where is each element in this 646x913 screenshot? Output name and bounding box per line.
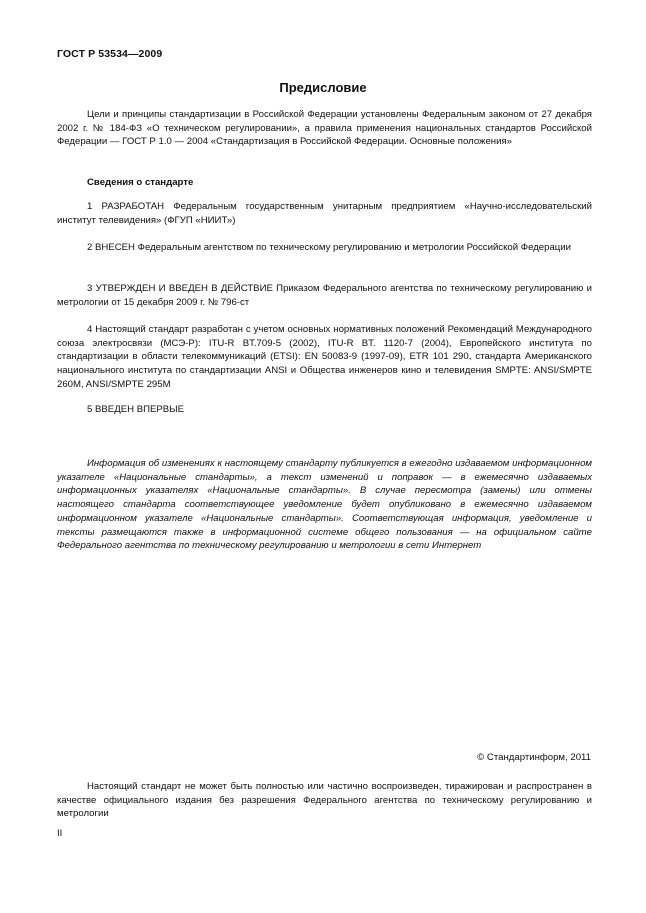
copyright: © Стандартинформ, 2011 (477, 752, 591, 763)
item-1-text: 1 РАЗРАБОТАН Федеральным государственным унитарным предприятием «Научно-исследовательский институт телевидения» (ФГУП «НИИТ») (57, 201, 592, 226)
document-code: ГОСТ Р 53534—2009 (57, 48, 163, 60)
item-2-text: 2 ВНЕСЕН Федеральным агентством по техническому регулированию и метрологии Российской Федерации (87, 242, 572, 253)
item-3-text: 3 УТВЕРЖДЕН И ВВЕДЕН В ДЕЙСТВИЕ Приказом Федерального агентства по техническому регулированию и метрологии от 15 декабря 2009 г. № 796-ст (57, 283, 592, 308)
item-2 (57, 241, 592, 255)
item-5-text: 5 ВВЕДЕН ВПЕРВЫЕ (87, 404, 185, 415)
intro-text: Цели и принципы стандартизации в Российской Федерации установлены Федеральным законом от 27 декабря 2002 г. № 184-ФЗ «О техническом регулировании», а правила применения национальных стандартов Российской Федерации — ГОСТ Р 1.0 — 2004 «Стандартизация в Российской Федерации. Основные положения» (57, 109, 592, 148)
notice-text: Информация об изменениях к настоящему стандарту публикуется в ежегодно издаваемом информационном указателе «Национальные стандарты», а текст изменений и поправок — в ежемесячно издаваемых информационных указателях «Национальные стандарты». В случае пересмотра (замены) или отмены настоящего стандарта соответствующее уведомление будет опубликовано в ежемесячно издаваемом информационном указателе «Национальные стандарты». Соответствующая информация, уведомление и тексты размещаются также в информационной системе общего пользования — на официальном сайте Федерального агентства по техническому регулированию и метрологии в сети Интернет (57, 458, 592, 552)
item-5 (57, 403, 592, 417)
item-4-text: 4 Настоящий стандарт разработан с учетом основных нормативных положений Рекомендаций Международного союза электросвязи (МСЭ-Р): ITU-R BT.709-5 (2002), ITU-R BT. 1120-7 (2004), Европейского института по стандартизации в области телекоммуникаций (ETSI): EN 50083-9 (1997-09), ETR 101 290, стандарта Американского национального института по стандартизации ANSI и Общества инженеров кино и телевидения SMPTE: ANSI/SMPTE 260M, ANSI/SMPTE 295M (57, 324, 592, 390)
footer-paragraph (57, 780, 592, 821)
item-1 (57, 200, 592, 227)
item-4 (57, 323, 592, 392)
info-heading: Сведения о стандарте (87, 177, 194, 188)
footer-text: Настоящий стандарт не может быть полностью или частично воспроизведен, тиражирован и распространен в качестве официального издания без разрешения Федерального агентства по техническому регулированию и метрологии (57, 781, 592, 820)
page-number: II (57, 828, 63, 839)
item-3 (57, 282, 592, 309)
intro-paragraph (57, 108, 592, 149)
page-title: Предисловие (279, 80, 367, 95)
notice-paragraph (57, 457, 592, 553)
